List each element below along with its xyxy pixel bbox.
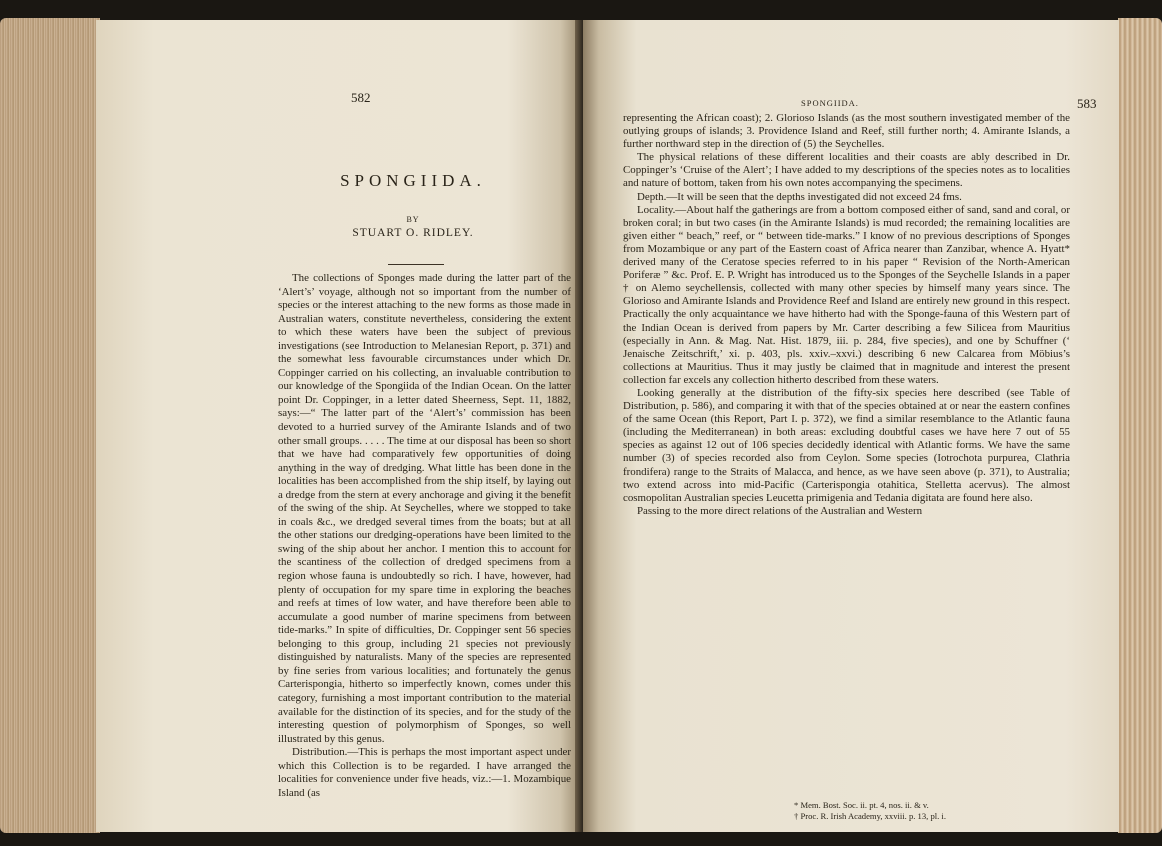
book-edge-left [0,18,100,833]
paragraph: The collections of Sponges made during the latter part of the ‘Alert’s’ voyage, although not so important from the number of species or the interest attaching to the new forms as those made in Australian waters, constitute nevertheless, considering the extent to which these waters have been the subject of previous investigations (see Introduction to Melanesian Report, p. 371) and the somewhat less favourable circumstances under which Dr. Coppinger carried on his collecting, an invaluable contribution to our knowledge of the Spongiida of the Indian Ocean. On the latter point Dr. Coppinger, in a letter dated Sheerness, Sept. 11, 1882, says:—“ The latter part of the ‘Alert’s’ commission has been devoted to a hurried survey of the Amirante Islands and of two other small groups. . . . . The time at our disposal has been so short that we have had comparatively few opportunities of doing anything in the way of dredging. What little has been done in the localities has been accomplished from the ship itself, by laying out a dredge from the stern at every anchorage and giving it the benefit of the swing of the ship. At Seychelles, where we stopped to take in coals &c., we dredged several times from the boats; but at all the other stations our dredging-operations have been limited to the swing of the ship about her anchor. I mention this to account for the scantiness of the collection of dredged specimens from a region whose fauna is undoubtedly so rich. I have, however, had plenty of occupation for my spare time in exploring the beaches and reefs at times of low water, and have therefore been able to accumulate a good number of marine specimens from between tide-marks.” In spite of difficulties, Dr. Coppinger sent 56 species belonging to this group, including 21 species not previously distinguished by naturalists. Many of the species are represented by fine series from various localities; and fortunately the genus Carterispongia, hitherto so imperfectly known, comes under this category, furnishing a most important contribution to the material available for the distinction of its species, and for the study of the interesting question of polymorphism of Sponges, so well illustrated by this genus. [278,272,571,745]
page-number: 583 [1077,96,1097,111]
left-body-text [278,272,571,800]
by-line: BY [406,215,420,224]
right-body-text [623,112,1070,518]
footnote: * Mem. Bost. Soc. ii. pt. 4, nos. ii. & v. [794,800,929,810]
author-name: STUART O. RIDLEY. [352,227,474,239]
page-number: 582 [351,90,371,105]
page-title: SPONGIIDA. [340,171,486,190]
paragraph: Locality.—About half the gatherings are from a bottom composed either of sand, sand and coral, or broken coral; in but two cases (in the Amirante Islands) is mud recorded; the remaining localities are given either “ beach,” reef, or “ between tide-marks.” I know of no previous descriptions of Sponges from Mozambique or any part of the Eastern coast of Africa nearer than Zanzibar, whence A. Hyatt* derived many of the Ceratose species referred to in his paper “ Revision of the North-American Poriferæ ” &c. Prof. E. P. Wright has introduced us to the Sponges of the Seychelle Islands in a paper † on Alemo seychellensis, collected with many other species by himself many years since. The Glorioso and Amirante Islands and Providence Reef and Island are entirely new ground in this respect. Practically the only acquaintance we have hitherto had with the Sponge-fauna of this Western part of the Indian Ocean is derived from papers by Mr. Carter describing a few Silicea from Mauritius (especially in Ann. & Mag. Nat. Hist. 1879, iii. p. 284, five species), and one by Schuffner (‘ Jenaische Zeitschrift,’ xi. p. 403, pls. xxiv.–xxvi.) describing 6 new Calcarea from Möbius’s collections at Mauritius. Thus it may justly be claimed that in magnitude and interest the present collection far excels any collection hitherto described from these waters. [623,203,1070,386]
paragraph: Passing to the more direct relations of the Australian and Western [637,504,923,517]
book-edge-right [1118,18,1162,833]
footnote: † Proc. R. Irish Academy, xxviii. p. 13, pl. i. [794,811,946,821]
paragraph: Looking generally at the distribution of the fifty-six species here described (see Table of Distribution, p. 586), and comparing it with that of the species obtained at or near the eastern confines of the same Ocean (this Report, Part I. p. 372), we find a similar resemblance to the Atlantic fauna (including the Mediterranean) in both areas: excluding doubtful cases we have here 7 out of 55 species as against 12 out of 106 species decidedly identical with Atlantic forms. We have the same number (3) of species recorded also from Ceylon. Some species (Iotrochota purpurea, Clathria frondifera) range to the Straits of Malacca, and hence, as we have seen above (p. 371), to Australia; two extend across into mid-Pacific (Carterispongia otahitica, Stelletta acervus). The almost cosmopolitan Australian species Leucetta primigenia and Tedania digitata are found here also. [623,386,1070,504]
running-head: SPONGIIDA. [801,98,859,108]
paragraph: The physical relations of these different localities and their coasts are ably described in Dr. Coppinger’s ‘Cruise of the Alert’; I have added to my descriptions of the species notes as to localities and nature of bottom, taken from his own notes accompanying the specimens. [623,151,1070,190]
paragraph: Depth.—It will be seen that the depths investigated did not exceed 24 fms. [637,190,962,203]
footnotes [776,800,1136,822]
paragraph: representing the African coast); 2. Glorioso Islands (as the most southern investigated member of the outlying groups of islands; 3. Providence Island and Reef, still further north; 4. Amirante Islands, a further northward step in the direction of (5) the Seychelles. [623,112,1070,151]
title-divider [388,264,444,265]
paragraph: Distribution.—This is perhaps the most important aspect under which this Collection is to be regarded. I have arranged the localities for convenience under five heads, viz.:—1. Mozambique Island (as [278,746,571,799]
